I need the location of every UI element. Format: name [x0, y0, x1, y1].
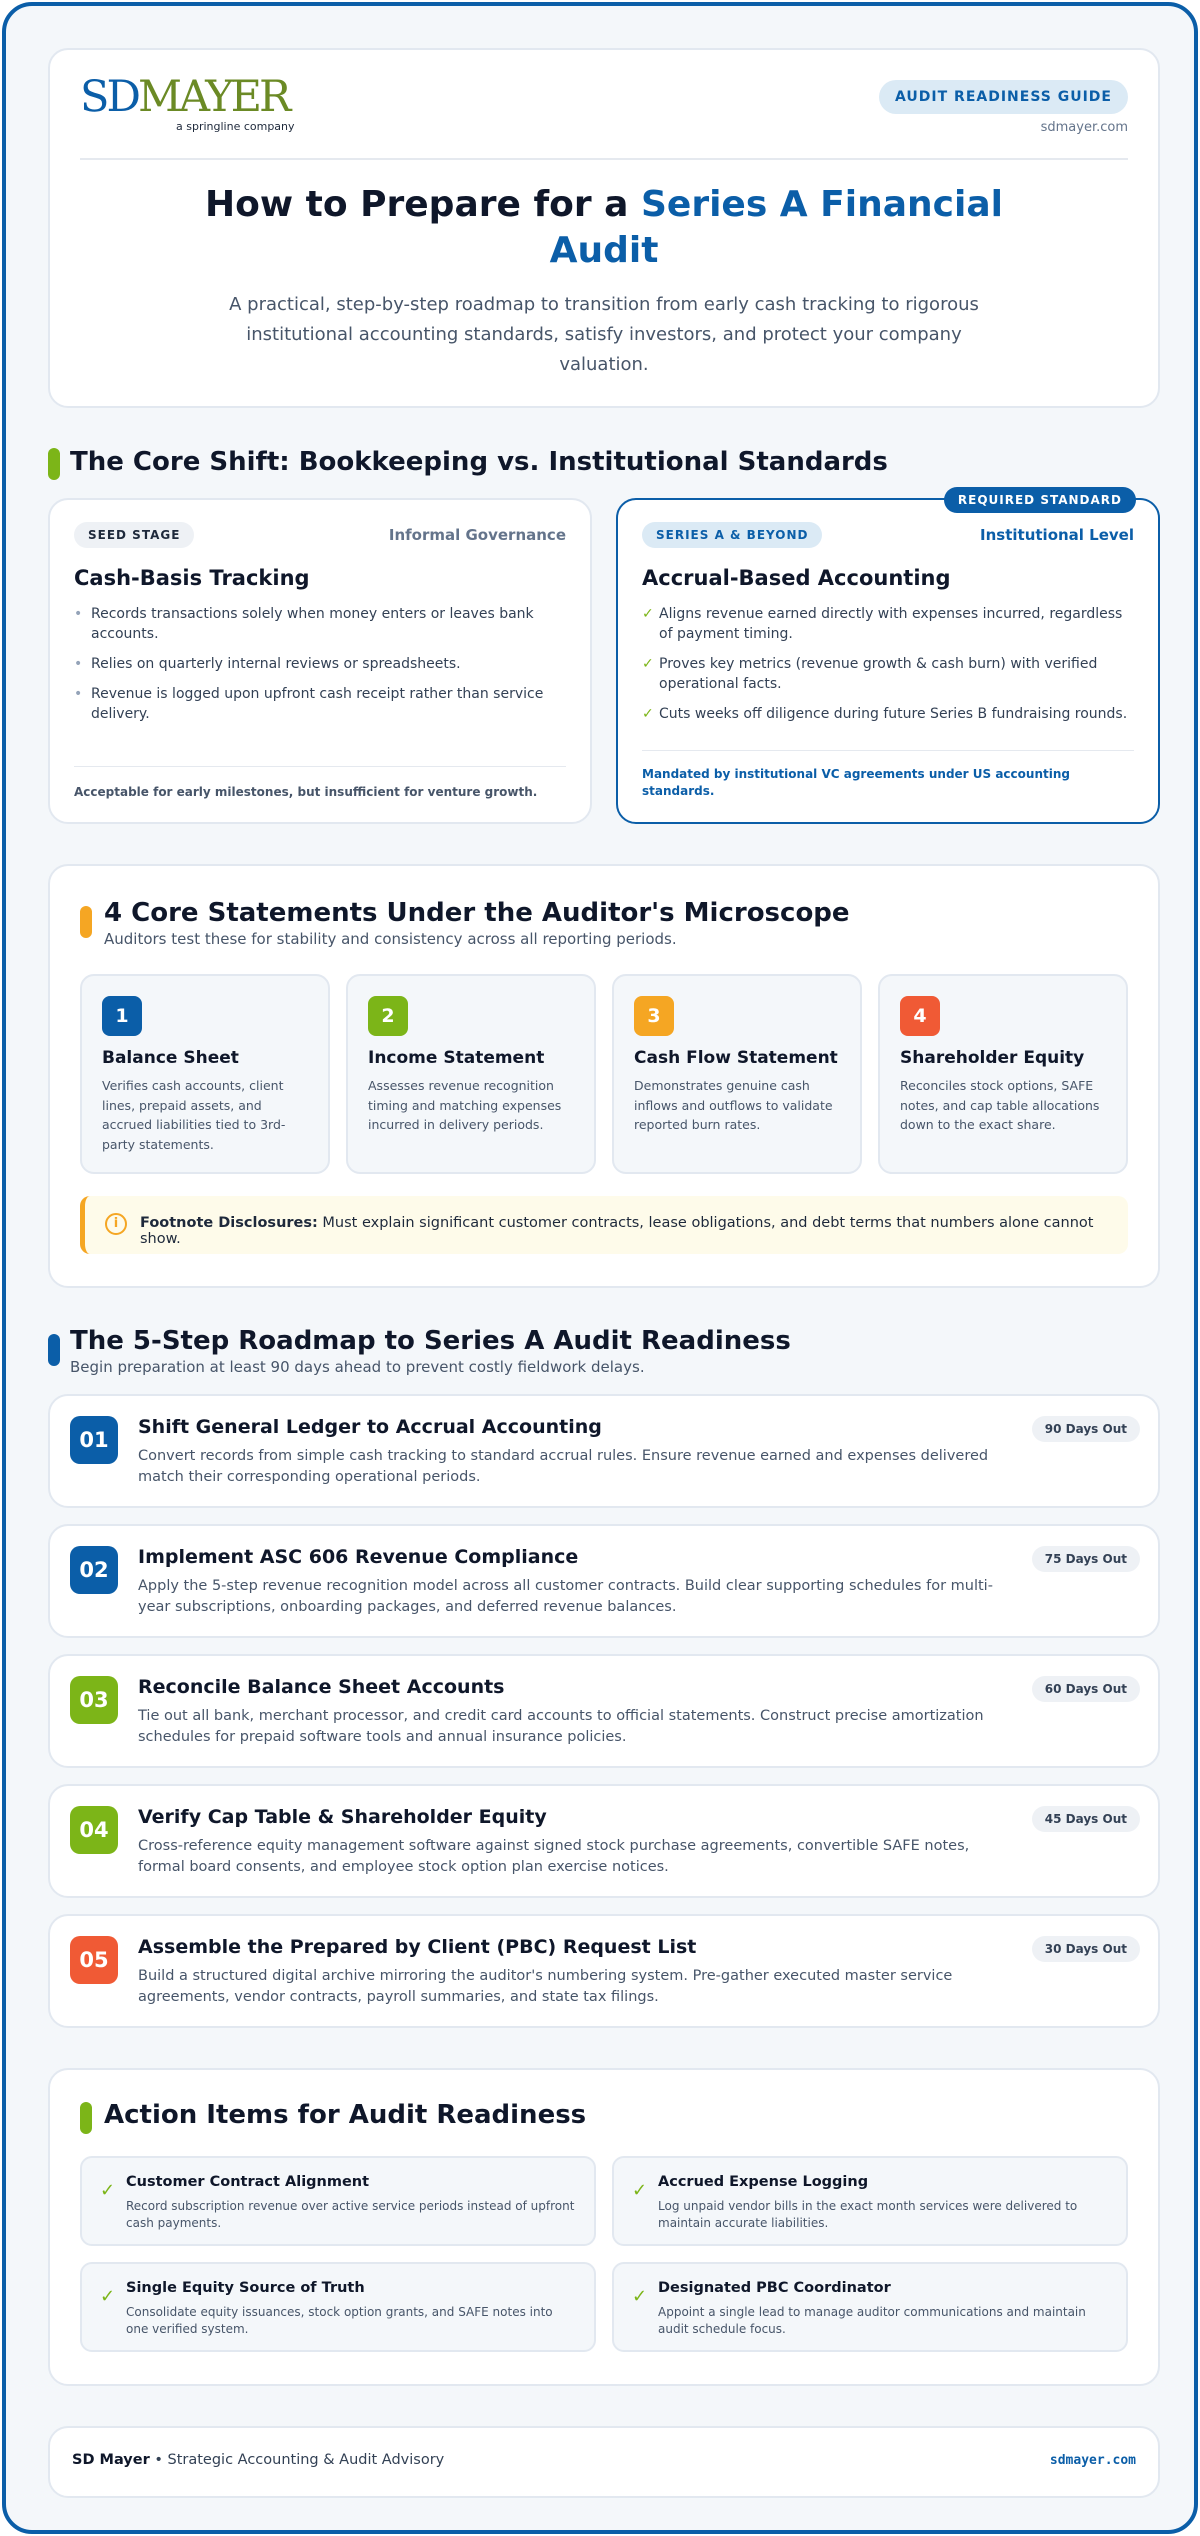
- step-number: 02: [70, 1546, 118, 1594]
- check-icon: ✓: [632, 2180, 648, 2201]
- cash-basis-list: [74, 604, 566, 734]
- roadmap-step-3: [48, 1654, 1160, 1768]
- statements-card: [48, 864, 1160, 1288]
- statement-title: Cash Flow Statement: [634, 1048, 838, 1068]
- check-icon: ✓: [642, 706, 654, 722]
- step-timing-badge: 30 Days Out: [1032, 1936, 1140, 1962]
- header-divider: [80, 158, 1128, 160]
- action-item-pbc-coordinator: [612, 2262, 1128, 2352]
- action-title: Single Equity Source of Truth: [126, 2280, 365, 2296]
- list-item: ✓ Proves key metrics (revenue growth & cash burn) with verified operational facts.: [642, 656, 1098, 692]
- page-title-accent: Series A Financial Audit: [549, 184, 1003, 271]
- footnote-label: Footnote Disclosures:: [140, 1215, 318, 1231]
- accrual-title: Accrual-Based Accounting: [642, 566, 951, 590]
- step-number: 01: [70, 1416, 118, 1464]
- step-title: Assemble the Prepared by Client (PBC) Request List: [138, 1936, 697, 1958]
- accrual-list: [642, 604, 1134, 734]
- action-item-contract: [80, 2156, 596, 2246]
- list-item: • Revenue is logged upon upfront cash receipt rather than service delivery.: [74, 686, 544, 722]
- cash-basis-footer: Acceptable for early milestones, but insufficient for venture growth.: [74, 785, 538, 799]
- cash-basis-card: [48, 498, 592, 824]
- check-icon: ✓: [642, 606, 654, 622]
- action-items-card: [48, 2068, 1160, 2386]
- required-standard-badge: REQUIRED STANDARD: [944, 487, 1136, 513]
- statement-number: 4: [900, 996, 940, 1036]
- header-site[interactable]: sdmayer.com: [1040, 120, 1128, 135]
- check-icon: ✓: [642, 656, 654, 672]
- statement-desc: Reconciles stock options, SAFE notes, and cap table allocations down to the exact share.: [900, 1078, 1100, 1132]
- page-subtitle: A practical, step-by-step roadmap to transition from early cash tracking to rigorous institutional accounting standards, satisfy investors, and protect your company valuation.: [229, 294, 979, 375]
- action-title: Accrued Expense Logging: [658, 2174, 869, 2190]
- roadmap-step-1: [48, 1394, 1160, 1508]
- list-item: ✓ Aligns revenue earned directly with expenses incurred, regardless of payment timing.: [642, 606, 1123, 642]
- statement-number: 2: [368, 996, 408, 1036]
- footer-brand: SD Mayer: [72, 2452, 150, 2468]
- informal-governance-label: Informal Governance: [388, 526, 566, 544]
- series-a-tag: SERIES A & BEYOND: [642, 522, 822, 548]
- statement-title: Balance Sheet: [102, 1048, 239, 1068]
- statement-title: Income Statement: [368, 1048, 545, 1068]
- statements-accent-bar: [80, 906, 92, 938]
- logo-tagline: a springline company: [176, 120, 295, 133]
- statement-number: 3: [634, 996, 674, 1036]
- footer-brand-line: [72, 2452, 444, 2468]
- footnote-callout: [80, 1196, 1128, 1254]
- logo-mayer: MAYER: [137, 72, 289, 122]
- page-frame: [2, 2, 1198, 2534]
- statement-desc: Demonstrates genuine cash inflows and outflows to validate reported burn rates.: [634, 1078, 833, 1132]
- footer-card: [48, 2426, 1160, 2498]
- list-item: • Records transactions solely when money enters or leaves bank accounts.: [74, 606, 534, 642]
- step-timing-badge: 45 Days Out: [1032, 1806, 1140, 1832]
- footnote-text: [140, 1215, 1118, 1247]
- step-desc: Build a structured digital archive mirroring the auditor's numbering system. Pre-gather executed master service agreements, vendor contracts, payroll summaries, and state tax filings.: [138, 1968, 953, 2005]
- footer-tagline: Strategic Accounting & Audit Advisory: [167, 2452, 445, 2468]
- statement-title: Shareholder Equity: [900, 1048, 1085, 1068]
- seed-stage-tag: SEED STAGE: [74, 522, 194, 548]
- statement-desc: Assesses revenue recognition timing and matching expenses incurred in delivery periods.: [368, 1078, 562, 1132]
- step-desc: Apply the 5-step revenue recognition model across all customer contracts. Build clear supporting schedules for multi-year subscriptions, onboarding packages, and deferred revenue balances.: [138, 1578, 993, 1615]
- list-item: ✓ Cuts weeks off diligence during future Series B fundraising rounds.: [642, 706, 1128, 722]
- action-items-title: Action Items for Audit Readiness: [104, 2100, 587, 2130]
- statement-card-income: [346, 974, 596, 1174]
- statement-desc: Verifies cash accounts, client lines, prepaid assets, and accrued liabilities tied to 3rd-party statements.: [102, 1078, 286, 1152]
- accrual-card: [616, 493, 1160, 824]
- action-item-accrued-expense: [612, 2156, 1128, 2246]
- step-title: Verify Cap Table & Shareholder Equity: [138, 1806, 547, 1828]
- step-number: 04: [70, 1806, 118, 1854]
- step-title: Implement ASC 606 Revenue Compliance: [138, 1546, 579, 1568]
- company-logo[interactable]: [80, 72, 288, 122]
- cash-basis-title: Cash-Basis Tracking: [74, 566, 310, 590]
- bullet-icon: •: [74, 656, 83, 672]
- roadmap-step-5: [48, 1914, 1160, 2028]
- check-icon: ✓: [100, 2286, 116, 2307]
- action-desc: Record subscription revenue over active service periods instead of upfront cash payments.: [126, 2199, 575, 2230]
- statement-number: 1: [102, 996, 142, 1036]
- core-shift-accent-bar: [48, 448, 60, 480]
- check-icon: ✓: [100, 2180, 116, 2201]
- step-timing-badge: 75 Days Out: [1032, 1546, 1140, 1572]
- action-title: Customer Contract Alignment: [126, 2174, 370, 2190]
- action-desc: Log unpaid vendor bills in the exact month services were delivered to maintain accurate liabilities.: [658, 2199, 1078, 2230]
- institutional-level-label: Institutional Level: [980, 526, 1134, 544]
- statements-title: 4 Core Statements Under the Auditor's Microscope: [104, 898, 850, 928]
- roadmap-step-2: [48, 1524, 1160, 1638]
- step-desc: Cross-reference equity management software against signed stock purchase agreements, convertible SAFE notes, formal board consents, and employee stock option plan exercise notices.: [138, 1838, 970, 1875]
- step-desc: Tie out all bank, merchant processor, and credit card accounts to official statements. Construct precise amortization schedules for prepaid software tools and annual insurance policies.: [138, 1708, 984, 1745]
- roadmap-step-4: [48, 1784, 1160, 1898]
- action-desc: Appoint a single lead to manage auditor communications and maintain audit schedule focus.: [658, 2305, 1086, 2336]
- bullet-icon: •: [74, 606, 83, 622]
- step-number: 03: [70, 1676, 118, 1724]
- statement-card-cash-flow: [612, 974, 862, 1174]
- action-item-equity: [80, 2262, 596, 2352]
- bullet-icon: •: [74, 686, 83, 702]
- roadmap-title: The 5-Step Roadmap to Series A Audit Readiness: [70, 1326, 791, 1356]
- footnote-body: Must explain significant customer contracts, lease obligations, and debt terms that numbers alone cannot show.: [140, 1215, 1094, 1247]
- header-card: [48, 48, 1160, 408]
- logo-sd: SD: [80, 72, 138, 122]
- accrual-divider: [642, 750, 1134, 751]
- statements-subtitle: Auditors test these for stability and consistency across all reporting periods.: [104, 930, 677, 948]
- footer-site-link[interactable]: sdmayer.com: [1049, 2453, 1136, 2468]
- page-title-plain: How to Prepare for a: [205, 184, 641, 225]
- roadmap-subtitle: Begin preparation at least 90 days ahead to prevent costly fieldwork delays.: [70, 1358, 645, 1376]
- accrual-footer: Mandated by institutional VC agreements under US accounting standards.: [642, 767, 1070, 798]
- check-icon: ✓: [632, 2286, 648, 2307]
- action-title: Designated PBC Coordinator: [658, 2280, 891, 2296]
- statement-card-equity: [878, 974, 1128, 1174]
- cash-basis-divider: [74, 766, 566, 767]
- roadmap-accent-bar: [48, 1334, 60, 1366]
- footer-separator: •: [149, 2452, 168, 2468]
- action-items-accent-bar: [80, 2102, 92, 2134]
- step-number: 05: [70, 1936, 118, 1984]
- step-desc: Convert records from simple cash tracking to standard accrual rules. Ensure revenue earned and expenses delivered match their corresponding operational periods.: [138, 1448, 989, 1485]
- info-icon: i: [105, 1213, 127, 1235]
- list-item: • Relies on quarterly internal reviews or spreadsheets.: [74, 656, 461, 672]
- step-title: Reconcile Balance Sheet Accounts: [138, 1676, 505, 1698]
- core-shift-title: The Core Shift: Bookkeeping vs. Institutional Standards: [70, 447, 888, 477]
- statement-card-balance-sheet: [80, 974, 330, 1174]
- guide-badge: AUDIT READINESS GUIDE: [879, 80, 1128, 114]
- step-title: Shift General Ledger to Accrual Accounting: [138, 1416, 602, 1438]
- step-timing-badge: 90 Days Out: [1032, 1416, 1140, 1442]
- page-title: [50, 182, 1158, 274]
- step-timing-badge: 60 Days Out: [1032, 1676, 1140, 1702]
- action-desc: Consolidate equity issuances, stock option grants, and SAFE notes into one verified system.: [126, 2305, 553, 2336]
